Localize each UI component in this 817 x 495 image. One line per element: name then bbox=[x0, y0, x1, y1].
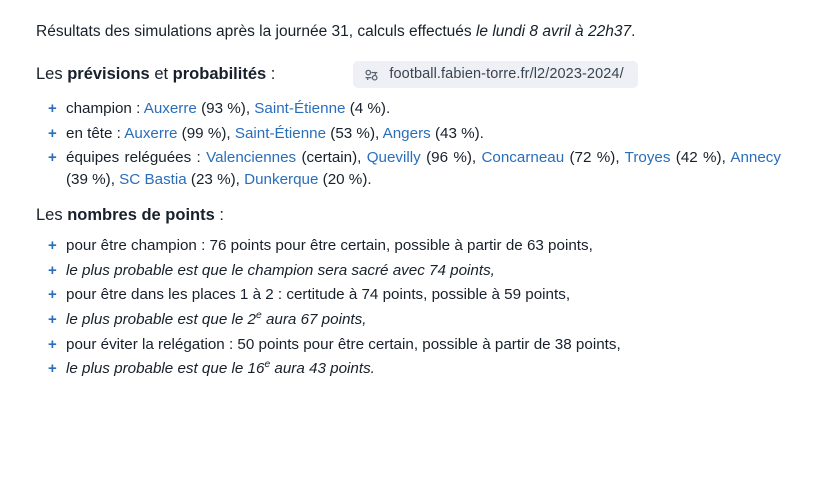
points-list bbox=[36, 235, 781, 380]
team-link[interactable]: SC Bastia bbox=[119, 170, 187, 188]
team-link[interactable]: Saint-Étienne bbox=[234, 124, 327, 142]
list-item bbox=[48, 260, 781, 282]
team-link[interactable]: Dunkerque bbox=[244, 170, 319, 188]
section-heading-previsions bbox=[36, 61, 781, 88]
point-text: pour être champion : 76 points pour être certain, possible à partir de 63 points, bbox=[66, 237, 593, 255]
team-link[interactable]: Troyes bbox=[624, 149, 671, 167]
team-value: (23 %), bbox=[186, 170, 245, 188]
team-value: (93 %), bbox=[196, 99, 255, 117]
point-text-after: aura 67 points, bbox=[261, 311, 367, 329]
intro-text-before: Résultats des simulations après la journée 31, calculs effectués bbox=[36, 23, 476, 40]
team-link[interactable]: Auxerre bbox=[143, 99, 197, 117]
team-value: (99 %), bbox=[177, 124, 235, 142]
intro-emphasis: le lundi 8 avril à 22h37 bbox=[475, 23, 632, 40]
list-item bbox=[48, 334, 781, 356]
url-text: football.fabien-torre.fr/l2/2023-2024/ bbox=[389, 66, 624, 83]
point-text-before: le plus probable est que le 16 bbox=[66, 360, 265, 378]
team-link[interactable]: Annecy bbox=[730, 149, 781, 167]
suffix-text: : bbox=[214, 206, 224, 225]
suffix-text: : bbox=[266, 64, 276, 83]
team-link[interactable]: Quevilly bbox=[366, 149, 421, 167]
url-bar[interactable] bbox=[353, 61, 637, 88]
team-link[interactable]: Valenciennes bbox=[206, 149, 297, 167]
permissions-icon bbox=[363, 66, 380, 83]
point-text-after: aura 43 points. bbox=[270, 360, 375, 378]
list-item bbox=[48, 98, 781, 120]
team-value: (4 %). bbox=[345, 99, 391, 117]
intro-text-after: . bbox=[631, 23, 636, 40]
bold-previsions: prévisions bbox=[67, 64, 150, 83]
team-value: (certain), bbox=[296, 149, 367, 167]
list-item bbox=[48, 235, 781, 257]
bold-probabilites: probabilités bbox=[172, 64, 267, 83]
intro-paragraph bbox=[36, 22, 781, 43]
bold-nombres-de-points: nombres de points bbox=[67, 206, 215, 225]
team-link[interactable]: Concarneau bbox=[481, 149, 565, 167]
section-heading-points bbox=[36, 206, 781, 225]
team-value: (42 %), bbox=[670, 149, 731, 167]
point-text: pour éviter la relégation : 50 points pour être certain, possible à partir de 38 points, bbox=[66, 335, 621, 353]
team-value: (43 %). bbox=[430, 124, 484, 142]
prediction-label: champion : bbox=[66, 99, 144, 117]
team-link[interactable]: Saint-Étienne bbox=[254, 99, 346, 117]
team-link[interactable]: Auxerre bbox=[124, 124, 178, 142]
point-text bbox=[66, 311, 366, 328]
list-item bbox=[48, 284, 781, 306]
list-item bbox=[48, 147, 781, 190]
section-heading-previsions-label bbox=[36, 65, 275, 84]
team-value: (96 %), bbox=[420, 149, 482, 167]
point-text bbox=[66, 360, 375, 377]
section-heading-points-label bbox=[36, 206, 224, 225]
ordinal-suffix: e bbox=[264, 359, 271, 371]
point-text: le plus probable est que le champion sera sacré avec 74 points, bbox=[66, 261, 495, 279]
team-value: (20 %). bbox=[318, 170, 372, 188]
ordinal-suffix: e bbox=[255, 309, 262, 321]
team-link[interactable]: Angers bbox=[382, 124, 431, 142]
prediction-label: équipes reléguées : bbox=[66, 149, 207, 167]
point-text-before: le plus probable est que le 2 bbox=[66, 311, 256, 329]
list-item bbox=[48, 123, 781, 145]
list-item bbox=[48, 309, 781, 331]
prefix-text: Les bbox=[36, 206, 68, 225]
prefix-text: Les bbox=[36, 64, 68, 83]
prediction-label: en tête : bbox=[66, 124, 125, 142]
predictions-list bbox=[36, 98, 781, 190]
team-value: (39 %), bbox=[66, 170, 120, 188]
team-value: (53 %), bbox=[326, 124, 383, 142]
point-text: pour être dans les places 1 à 2 : certitude à 74 points, possible à 59 points, bbox=[66, 286, 571, 304]
middle-text: et bbox=[149, 64, 173, 83]
list-item bbox=[48, 358, 781, 380]
team-value: (72 %), bbox=[564, 149, 625, 167]
